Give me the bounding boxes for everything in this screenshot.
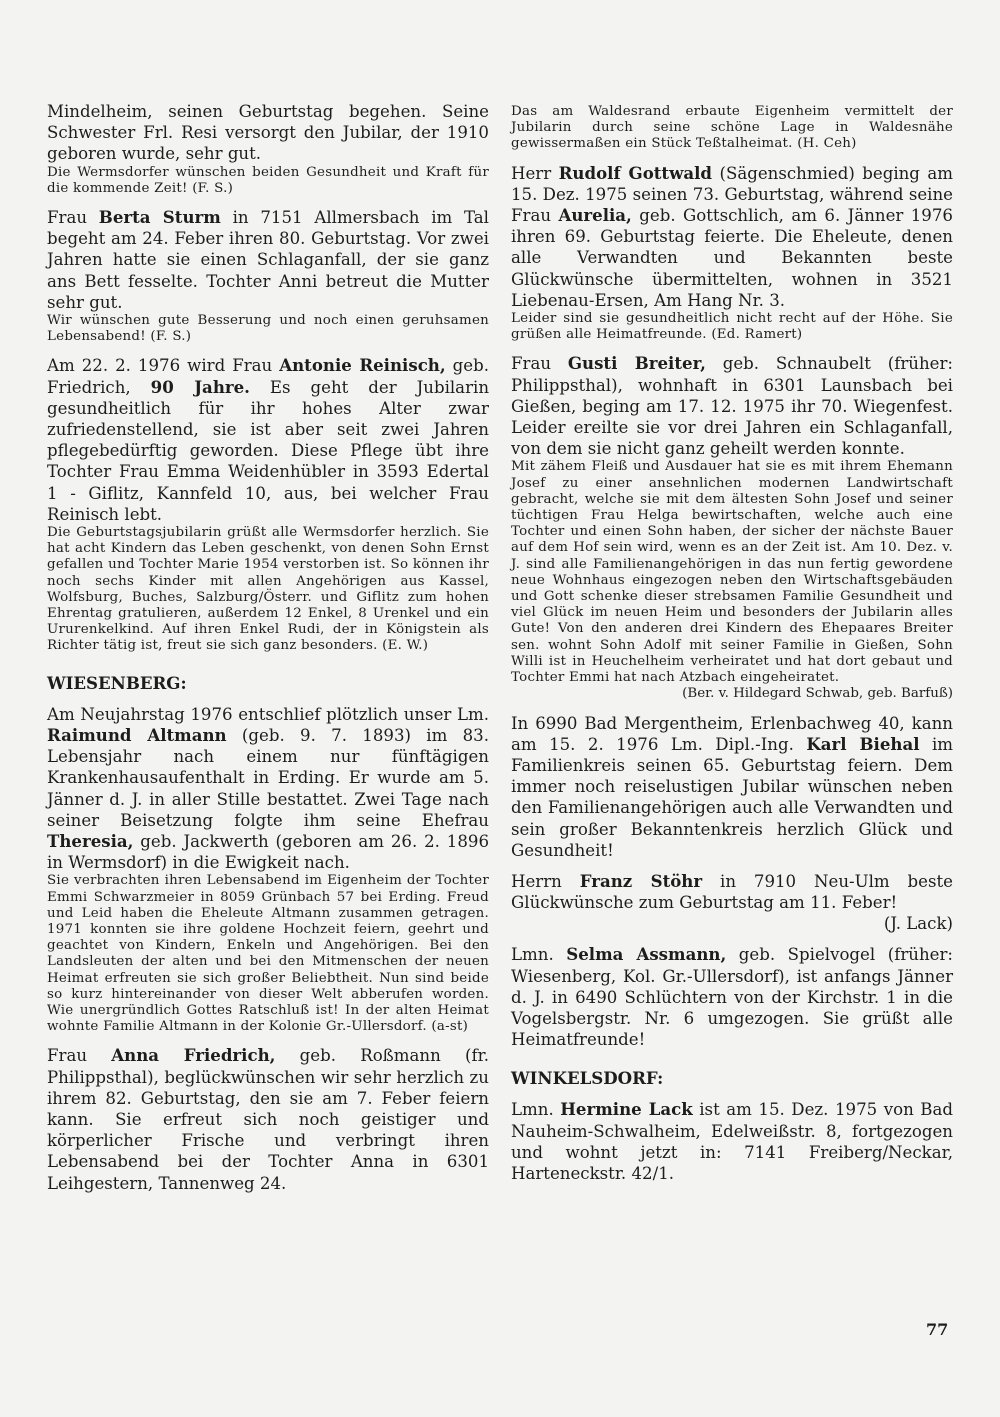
small-paragraph bbox=[511, 459, 953, 686]
section-heading bbox=[47, 673, 489, 694]
text-run: Leider sind sie gesundheitlich nicht recht auf der Höhe. Sie grüßen alle Heimatfreunde. (Ed. Ramert) bbox=[511, 311, 953, 343]
text-run: WIESENBERG: bbox=[47, 672, 187, 693]
small-paragraph bbox=[511, 104, 953, 153]
right-column bbox=[511, 104, 953, 1184]
bold-name: Selma Assmann, bbox=[566, 944, 727, 965]
bold-name: Anna Friedrich, bbox=[111, 1045, 276, 1066]
left-column bbox=[47, 101, 489, 1194]
small-paragraph bbox=[47, 313, 489, 345]
text-run: im Familienkreis seinen 65. Geburtstag feiern. Dem immer noch reiselustigen Jubilar wünschen neben den Familienangehörigen auch alle Verwandten und sein großer Bekanntenkreis herzlich Glück und Gesundheit! bbox=[511, 734, 953, 860]
bold-name: Franz Stöhr bbox=[579, 870, 703, 891]
bold-name: Raimund Altmann bbox=[47, 724, 227, 745]
text-run: geb. Jackwerth (geboren am 26. 2. 1896 in Wermsdorf) in die Ewigkeit nach. bbox=[47, 831, 489, 873]
small-paragraph bbox=[47, 165, 489, 197]
text-run: Frau bbox=[47, 1046, 112, 1066]
text-run: (geb. 9. 7. 1893) im 83. Lebensjahr nach einem nur fünftägigen Krankenhausaufenthalt in Erding. Er wurde am 5. Jänner d. J. in aller Stille bestattet. Zwei Tage nach seiner Beisetzung folgte ihm seine Ehefrau bbox=[47, 725, 490, 830]
paragraph bbox=[47, 1045, 489, 1193]
text-run: (J. Lack) bbox=[883, 914, 953, 934]
text-run: Sie verbrachten ihren Lebensabend im Eigenheim der Tochter Emmi Schwarzmeier in 8059 Grünbach 57 bei Erding. Freud und Leid haben die Eheleute Altmann zusammen getragen. 1971 konnten sie ihre goldene Hochzeit feiern, geehrt und geachtet von Kindern, Enkeln und Angehörigen. Bei den Landsleuten der alten und bei den Mitmenschen der neuen Heimat erfreuten sie sich großer Beliebtheit. Nun sind beide so kurz hintereinander von dieser Welt abberufen worden. Wie unergründlich Gottes Ratschluß ist! In der alten Heimat wohnte Familie Altmann in der Kolonie Gr.-Ullersdorf. (a-st) bbox=[47, 873, 489, 1035]
small-paragraph bbox=[511, 311, 953, 343]
section-heading bbox=[511, 1068, 953, 1089]
paragraph bbox=[511, 871, 953, 913]
paragraph bbox=[511, 713, 953, 861]
text-run: Das am Waldesrand erbaute Eigenheim vermittelt der Jubilarin durch seine schöne Lage in Waldesnähe gewissermaßen ein Stück Teßtalheimat. (H. Ceh) bbox=[511, 104, 953, 152]
text-run: geb. Spielvogel (früher: Wiesenberg, Kol. Gr.-Ullersdorf), ist anfangs Jänner d. J. in 6490 Schlüchtern von der Kirchstr. 1 in die Vogelsbergstr. Nr. 6 umgezogen. Sie grüßt alle Heimatfreunde! bbox=[511, 945, 953, 1050]
bold-name: Rudolf Gottwald bbox=[558, 162, 713, 183]
text-run: Herrn bbox=[511, 871, 580, 891]
signature bbox=[511, 686, 953, 702]
signature bbox=[511, 913, 953, 934]
text-run: geb. Roßmann (fr. Philippsthal), beglückwünschen wir sehr herzlich zu ihrem 82. Geburtstag, den sie am 7. Feber feiern kann. Sie erfreut sich noch geistiger und körperlicher Frische und verbringt ihren Lebensabend bei der Tochter Anna in 6301 Leihgestern, Tannenweg 24. bbox=[47, 1046, 489, 1193]
bold-name: Aurelia, bbox=[558, 205, 632, 226]
bold-name: Antonie Reinisch, bbox=[279, 355, 446, 376]
text-run: geb. Friedrich, bbox=[47, 356, 489, 397]
text-run: Die Geburtstagsjubilarin grüßt alle Wermsdorfer herzlich. Sie hat acht Kindern das Leben geschenkt, von denen Sohn Ernst gefallen und Tochter Marie 1954 verstorben ist. So können ihr noch sechs Kinder mit allen Angehörigen aus Kassel, Wolfsburg, Buches, Salzburg/Österr. und Giflitz zum hohen Ehrentag gratulieren, außerdem 12 Enkel, 8 Urenkel und ein Ururenkelkind. Auf ihren Enkel Rudi, der in Königstein als Richter tätig ist, freut sie sich ganz besonders. (E. W.) bbox=[47, 525, 489, 654]
bold-name: Karl Biehal bbox=[806, 733, 920, 754]
paragraph bbox=[511, 353, 953, 459]
bold-name: Gusti Breiter, bbox=[567, 353, 706, 374]
text-run: Frau bbox=[47, 208, 99, 228]
text-run: (Sägenschmied) beging am 15. Dez. 1975 seinen 73. Geburtstag, während seine Frau bbox=[511, 163, 954, 226]
paragraph bbox=[47, 704, 489, 874]
paragraph bbox=[511, 1099, 953, 1184]
paragraph bbox=[511, 163, 953, 311]
text-run: Die Wermsdorfer wünschen beiden Gesundheit und Kraft für die kommende Zeit! (F. S.) bbox=[47, 164, 489, 196]
paragraph bbox=[47, 101, 489, 165]
text-run: Am Neujahrstag 1976 entschlief plötzlich unser Lm. bbox=[47, 704, 489, 724]
small-paragraph bbox=[47, 873, 489, 1035]
text-run: In 6990 Bad Mergentheim, Erlenbachweg 40, kann am 15. 2. 1976 Lm. Dipl.-Ing. bbox=[511, 713, 953, 754]
text-run: in 7151 Allmersbach im Tal begeht am 24. Feber ihren 80. Geburtstag. Vor zwei Jahren hatte sie einen Schlaganfall, der sie ganz ans Bett fesselte. Tochter Anni betreut die Mutter sehr gut. bbox=[47, 208, 489, 312]
page-number: 77 bbox=[926, 1320, 949, 1339]
bold-name: Theresia, bbox=[47, 830, 134, 851]
bold-name: Berta Sturm bbox=[98, 207, 221, 228]
text-run: Wir wünschen gute Besserung und noch einen geruhsamen Lebensabend! (F. S.) bbox=[47, 313, 489, 345]
text-run: Mindelheim, seinen Geburtstag begehen. Seine Schwester Frl. Resi versorgt den Jubilar, der 1910 geboren wurde, sehr gut. bbox=[47, 102, 489, 164]
text-run: Frau bbox=[511, 354, 568, 374]
text-run: Lmn. bbox=[511, 945, 567, 965]
text-run: Herr bbox=[511, 163, 559, 183]
text-run: Mit zähem Fleiß und Ausdauer hat sie es mit ihrem Ehemann Josef zu einer ansehnlichen modernen Landwirtschaft gebracht, welche sie mit dem ältesten Sohn Josef und seiner tüchtigen Frau Helga bewirtschaften, welche auch eine Tochter und einen Sohn haben, der sicher der nächste Bauer auf dem Hof sein wird, wenn es an der Zeit ist. Am 10. Dez. v. J. sind alle Familienangehörigen in das nun fertig gewordene neue Wohnhaus eingezogen neben den Wirtschaftsgebäuden und Gott schenke dieser strebsamen Familie Gesundheit und viel Glück im neuen Heim und besonders der Jubilarin alles Gute! Von den anderen drei Kindern des Ehepaares Breiter sen. wohnt Sohn Adolf mit seiner Familie in Gießen, Sohn Willi ist in Heuchelheim verheiratet und hat dort gebaut und Tochter Emmi hat nach Atzbach eingeheiratet. bbox=[511, 459, 953, 686]
text-run: (Ber. v. Hildegard Schwab, geb. Barfuß) bbox=[682, 686, 953, 702]
paragraph bbox=[47, 207, 489, 313]
bold-name: 90 Jahre. bbox=[150, 376, 250, 397]
bold-name: Hermine Lack bbox=[560, 1099, 693, 1120]
text-run: Am 22. 2. 1976 wird Frau bbox=[47, 356, 280, 376]
paragraph bbox=[47, 355, 489, 525]
paragraph bbox=[511, 944, 953, 1050]
text-run: in 7910 Neu-Ulm beste Glückwünsche zum Geburtstag am 11. Feber! bbox=[511, 871, 953, 913]
text-run: Lmn. bbox=[511, 1100, 561, 1120]
text-run: geb. Gottschlich, am 6. Jänner 1976 ihren 69. Geburtstag feierte. Die Eheleute, denen alle Verwandten und Bekannten beste Glückwünsche übermittelten, wohnen in 3521 Liebenau-Ersen, Am Hang Nr. 3. bbox=[511, 206, 953, 310]
small-paragraph bbox=[47, 525, 489, 655]
text-run: ist am 15. Dez. 1975 von Bad Nauheim-Schwalheim, Edelweißstr. 8, fortgezogen und wohnt jetzt in: 7141 Freiberg/Neckar, Harteneckstr. 42/1. bbox=[511, 1100, 953, 1183]
text-run: Es geht der Jubilarin gesundheitlich für ihr hohes Alter zwar zufriedenstellend, sie ist aber seit zwei Jahren pflegebedürftig geworden. Diese Pflege übt ihre Tochter Frau Emma Weidenhübler in 3593 Edertal 1 - Giflitz, Kannfeld 10, aus, bei welcher Frau Reinisch lebt. bbox=[47, 377, 490, 524]
text-run: geb. Schnaubelt (früher: Philippsthal), wohnhaft in 6301 Launsbach bei Gießen, beging am 17. 12. 1975 ihr 70. Wiegenfest. Leider ereilte sie vor drei Jahren ein Schlaganfall, von dem sie nicht ganz geheilt werden konnte. bbox=[511, 354, 953, 459]
text-run: WINKELSDORF: bbox=[511, 1068, 664, 1089]
